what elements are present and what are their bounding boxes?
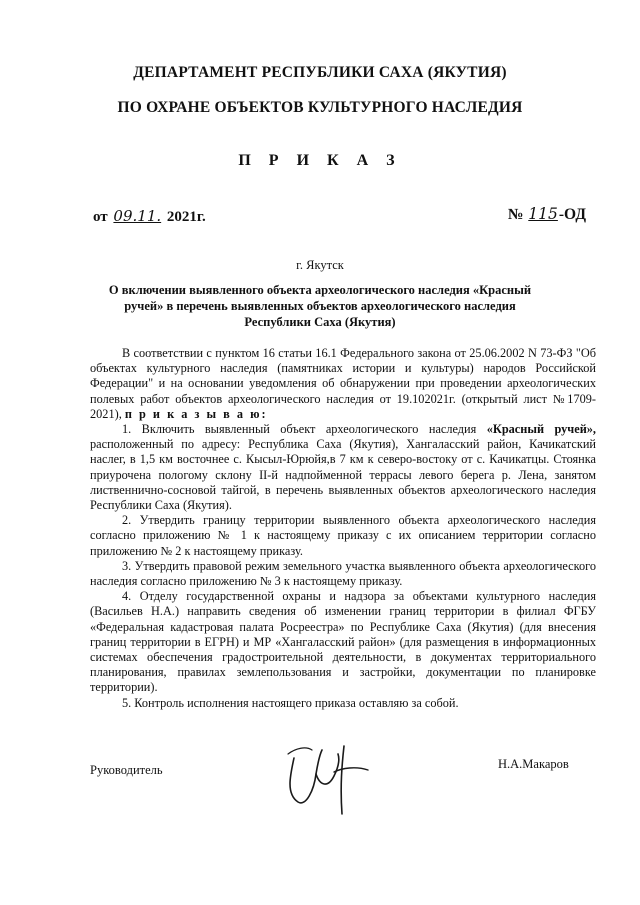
order-word: п р и к а з ы в а ю:	[124, 406, 268, 421]
item-1-text: 1. Включить выявленный объект археологического наследия	[122, 422, 477, 437]
number-suffix: -ОД	[558, 206, 586, 223]
handwritten-date: 09.11.	[113, 207, 162, 225]
object-name: «Красный ручей»,	[486, 422, 596, 437]
item-1	[90, 422, 596, 513]
handwritten-signature	[276, 724, 386, 820]
order-date	[93, 207, 206, 226]
order-body	[90, 346, 596, 711]
city: г. Якутск	[296, 258, 344, 272]
order-number	[508, 205, 586, 224]
item-5: 5. Контроль исполнения настоящего приказа оставляю за собой.	[122, 695, 459, 710]
preamble-paragraph	[90, 346, 596, 422]
department-title-line2: ПО ОХРАНЕ ОБЪЕКТОВ КУЛЬТУРНОГО НАСЛЕДИЯ	[117, 99, 523, 116]
item-2: 2. Утвердить границу территории выявленного объекта археологического наследия согласно приложению № 1 к настоящему приказу с их описанием территории согласно приложению № 2 к настоящему приказу.	[90, 513, 596, 558]
handwritten-number: 115	[528, 205, 558, 223]
item-1-text-cont: расположенный по адресу: Республика Саха (Якутия), Хангаласский район, Качикатский наслег, в 1,5 км восточнее с. Кысыл-Юрюйя,в 7 км к северо-востоку от с. Качикатцы. Стоянка приурочена пологому склону II-й надпойменной террасы левого берега р. Лена, занятом лиственнично-сосновой тайгой, в перечень выявленных объектов археологического наследия Республики Саха (Якутия).	[90, 437, 596, 513]
order-subject: О включении выявленного объекта археологического наследия «Красный ручей» в перечень выявленных объектов археологического наследия Республики Саха (Якутия)	[108, 283, 532, 329]
document-type-title: П Р И К А З	[238, 152, 402, 169]
date-year: 2021г.	[166, 209, 206, 225]
signer-name: Н.А.Макаров	[498, 757, 569, 771]
item-4: 4. Отделу государственной охраны и надзора за объектами культурного наследия (Васильев Н.А.) направить сведения об изменении границ территории в филиал ФГБУ «Федеральная кадастровая палата Росреестра» по Республике Саха (Якутия) (для внесения границ территории в ЕГРН) и МР «Хангаласский район» (для размещения в информационных системах обеспечения градостроительной деятельности, в документах территориального планирования, правилах землепользования и застройки, документации по планировке территории).	[90, 589, 596, 695]
department-title-line1: ДЕПАРТАМЕНТ РЕСПУБЛИКИ САХА (ЯКУТИЯ)	[133, 64, 507, 81]
item-3: 3. Утвердить правовой режим земельного участка выявленного объекта археологического наследия согласно приложению № 3 к настоящему приказу.	[90, 558, 596, 589]
date-prefix: от	[93, 209, 108, 225]
number-prefix: №	[507, 206, 524, 223]
preamble-text: В соответствии с пунктом 16 статьи 16.1 Федерального закона от 25.06.2002 N 73-ФЗ "Об объектах культурного наследия (памятниках истории и культуры) народов Российской Федерации" и на основании уведомления об обнаружении при проведении археологических полевых работ объектов археологического наследия от 19.102021г. (открытый лист №1709-2021),	[90, 346, 596, 421]
signer-position: Руководитель	[90, 763, 163, 777]
